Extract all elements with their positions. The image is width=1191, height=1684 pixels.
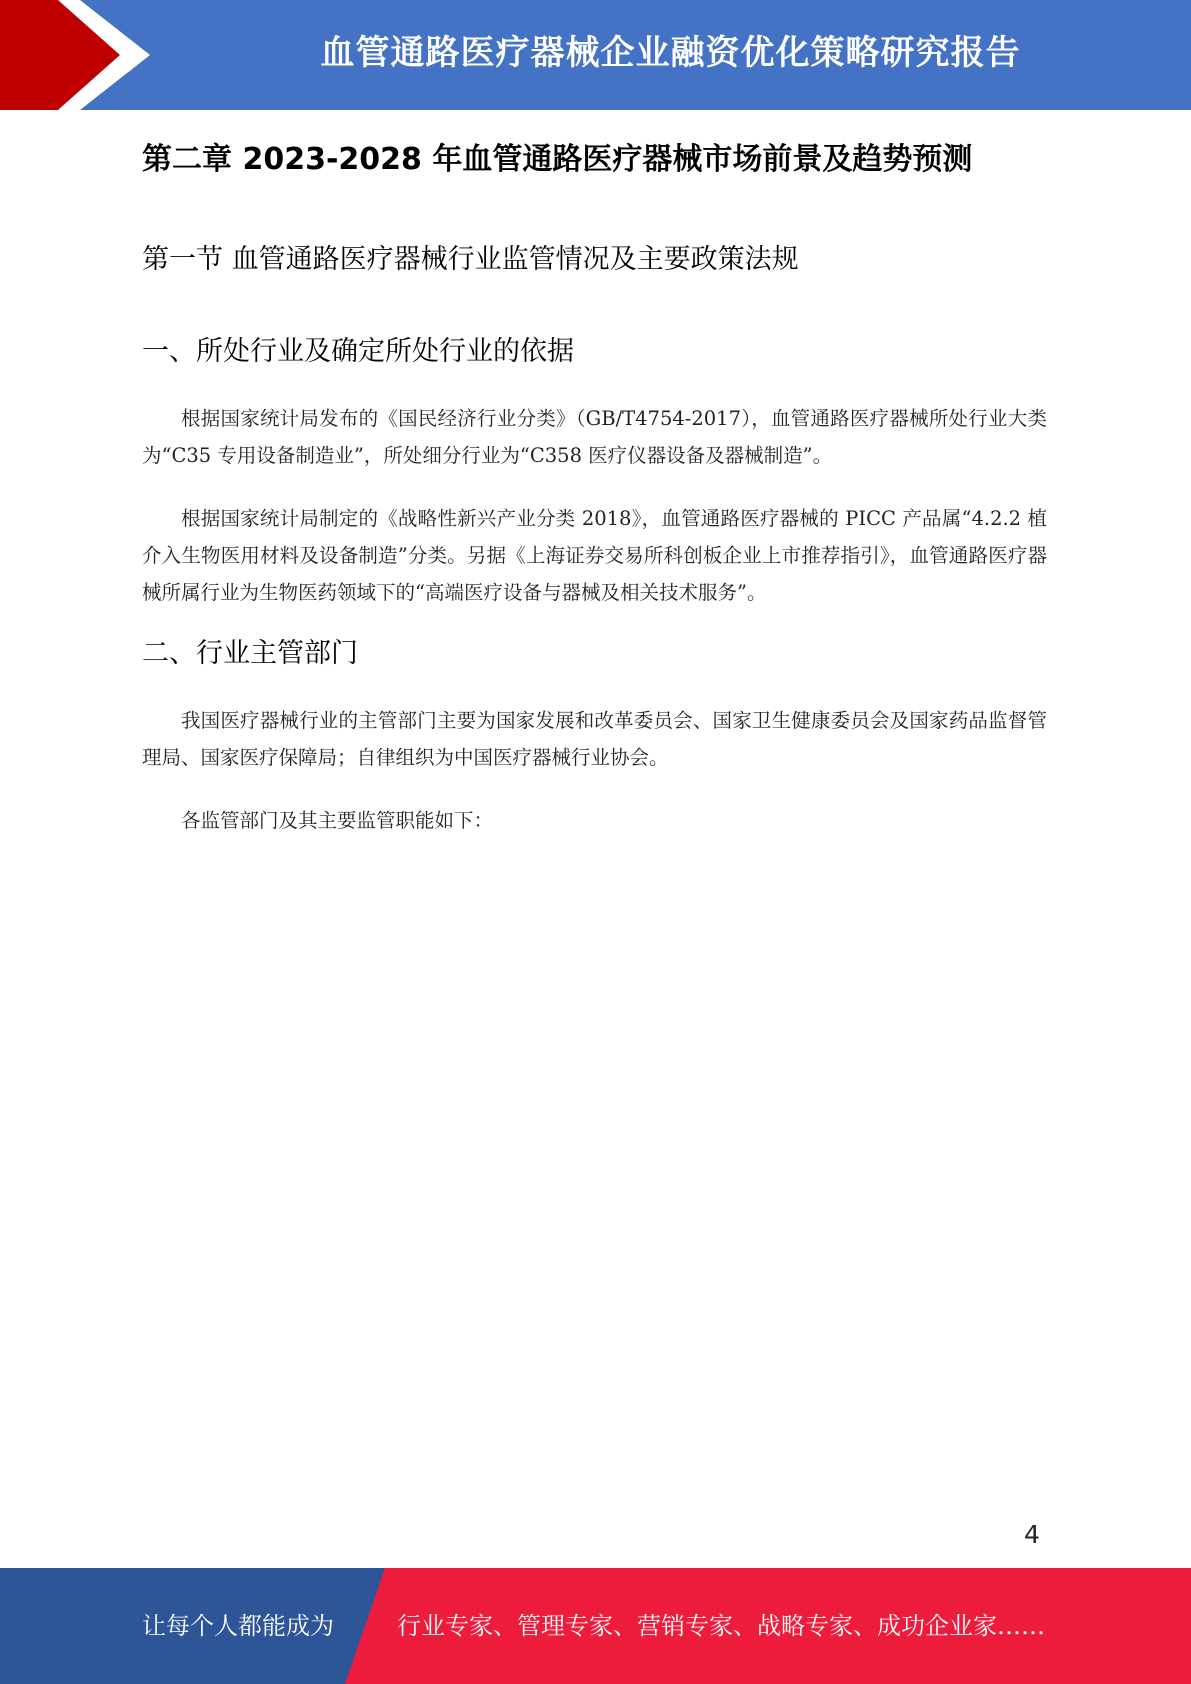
header-chevron-decoration <box>0 0 160 110</box>
report-title: 血管通路医疗器械企业融资优化策略研究报告 <box>320 33 1021 73</box>
paragraph: 根据国家统计局制定的《战略性新兴产业分类 2018》，血管通路医疗器械的 PICC 产品属“4.2.2 植介入生物医用材料及设备制造”分类。另据《上海证券交易所科创板企业上市推荐指引》，血管通路医疗器械所属行业为生物医药领域下的“高端医疗设备与器械及相关技术服务”。 <box>142 507 1047 604</box>
footer-banner <box>0 1568 1191 1684</box>
footer-slogan-right: 行业专家、管理专家、营销专家、战略专家、成功企业家…… <box>397 1612 1045 1640</box>
chapter-title: 第二章 2023-2028 年血管通路医疗器械市场前景及趋势预测 <box>142 142 973 177</box>
paragraph: 根据国家统计局发布的《国民经济行业分类》（GB/T4754-2017），血管通路医疗器械所处行业大类为“C35 专用设备制造业”，所处细分行业为“C358 医疗仪器设备及器械制造”。 <box>142 407 1047 467</box>
footer-slogan-left: 让每个人都能成为 <box>142 1612 334 1640</box>
page-number: 4 <box>1024 1520 1040 1549</box>
section-title: 第一节 血管通路医疗器械行业监管情况及主要政策法规 <box>142 244 799 275</box>
header-banner <box>0 0 1191 110</box>
paragraph: 各监管部门及其主要监管职能如下： <box>181 809 494 832</box>
subsection-title-industry: 一、所处行业及确定所处行业的依据 <box>142 336 574 367</box>
subsection-title-authorities: 二、行业主管部门 <box>142 638 358 669</box>
paragraph: 我国医疗器械行业的主管部门主要为国家发展和改革委员会、国家卫生健康委员会及国家药品监督管理局、国家医疗保障局；自律组织为中国医疗器械行业协会。 <box>142 709 1047 769</box>
